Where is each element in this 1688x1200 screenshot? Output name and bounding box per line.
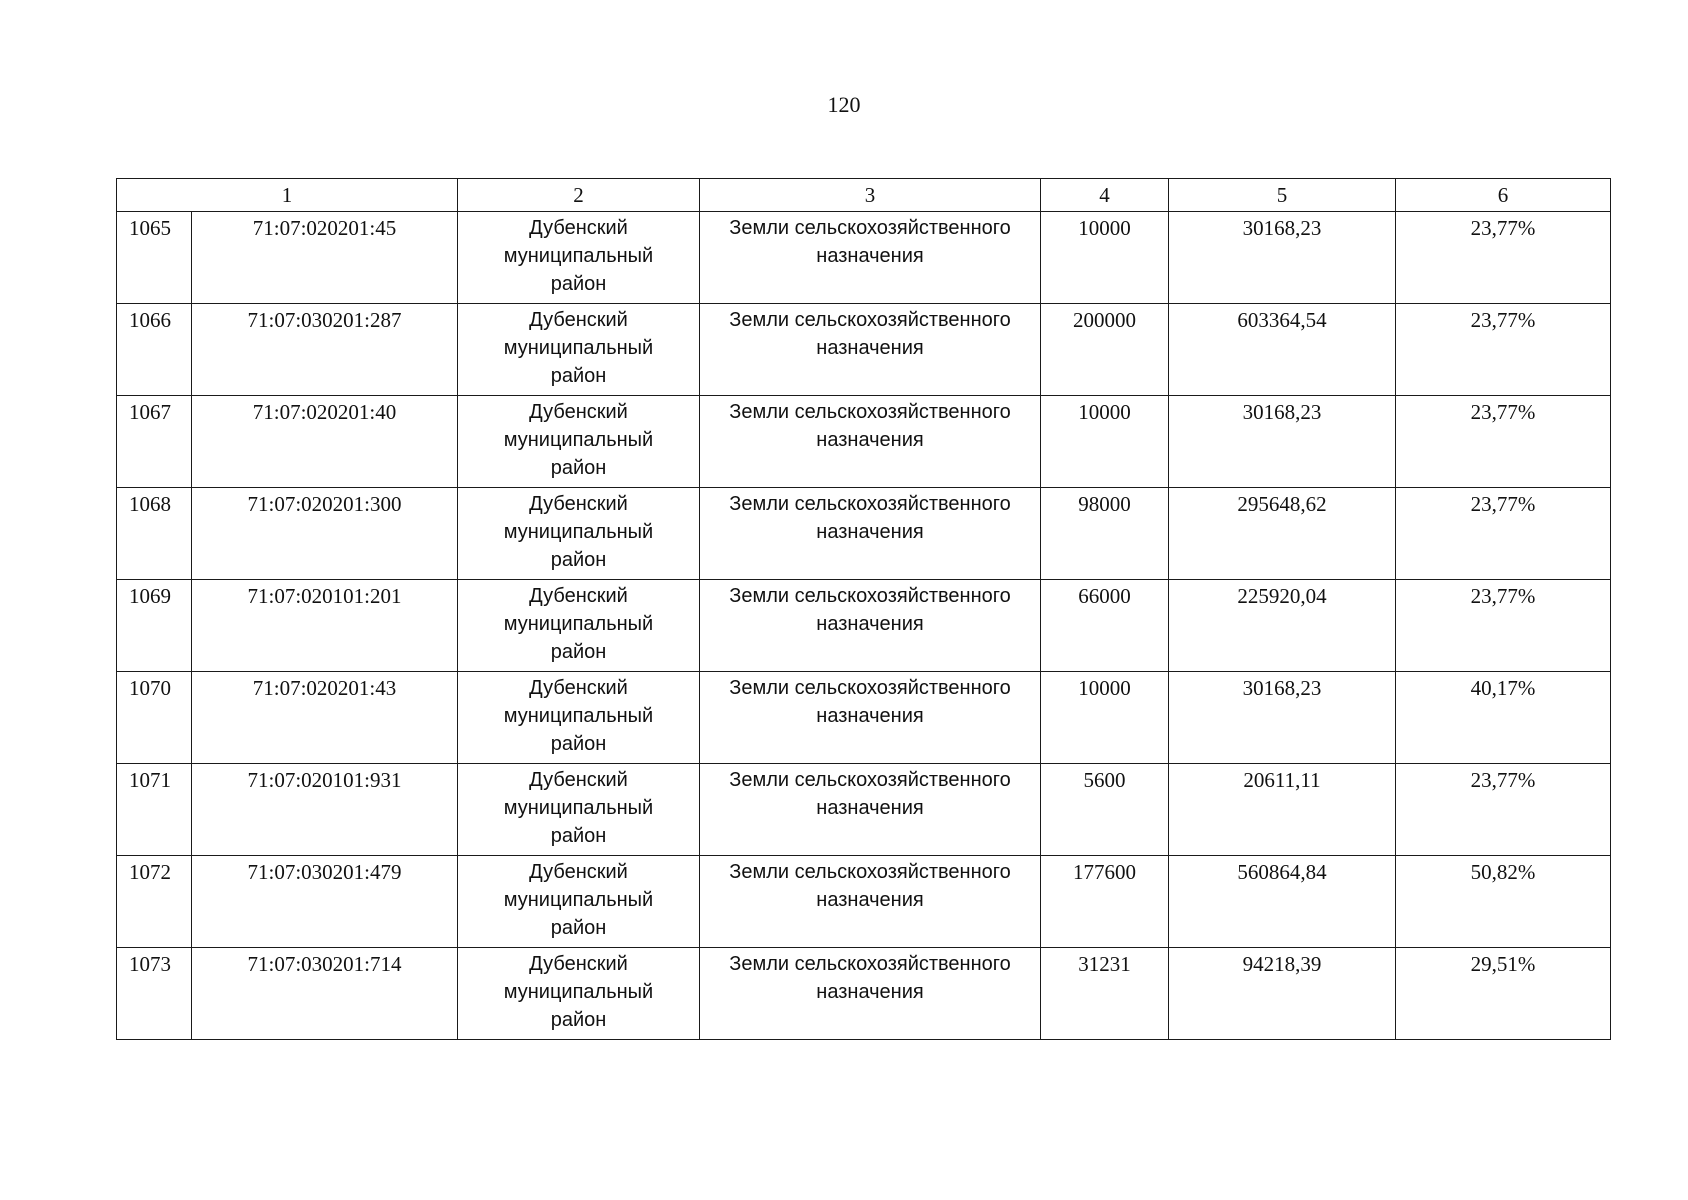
row-number-cell: 1069 bbox=[117, 580, 192, 672]
cadastral-value-cell: 603364,54 bbox=[1169, 304, 1396, 396]
area-cell: 177600 bbox=[1041, 856, 1169, 948]
land-category-cell-line: Земли сельскохозяйственного bbox=[729, 493, 1011, 515]
land-category-cell-line: назначения bbox=[816, 521, 924, 543]
table-row bbox=[117, 396, 1611, 488]
column-header-4: 4 bbox=[1041, 179, 1169, 212]
land-category-cell-line: назначения bbox=[816, 981, 924, 1003]
municipality-cell-line: Дубенский bbox=[529, 585, 628, 607]
area-cell: 200000 bbox=[1041, 304, 1169, 396]
municipality-cell-line: район bbox=[550, 273, 607, 295]
area-cell: 10000 bbox=[1041, 212, 1169, 304]
header-row bbox=[117, 179, 1611, 212]
municipality-cell-line: муниципальный bbox=[503, 613, 654, 635]
municipality-cell bbox=[458, 856, 700, 948]
municipality-cell-line: муниципальный bbox=[503, 889, 654, 911]
land-category-cell-line: Земли сельскохозяйственного bbox=[729, 769, 1011, 791]
municipality-cell bbox=[458, 580, 700, 672]
area-cell: 10000 bbox=[1041, 672, 1169, 764]
land-category-cell-line: назначения bbox=[816, 429, 924, 451]
municipality-cell-line: муниципальный bbox=[503, 981, 654, 1003]
cadastral-number-cell: 71:07:020201:40 bbox=[192, 396, 458, 488]
land-category-cell bbox=[700, 764, 1041, 856]
land-category-cell-line: назначения bbox=[816, 889, 924, 911]
column-header-6: 6 bbox=[1396, 179, 1611, 212]
percent-cell: 29,51% bbox=[1396, 948, 1611, 1040]
land-category-cell-line: назначения bbox=[816, 797, 924, 819]
row-number-cell: 1070 bbox=[117, 672, 192, 764]
cadastral-number-cell: 71:07:020101:931 bbox=[192, 764, 458, 856]
municipality-cell-line: муниципальный bbox=[503, 521, 654, 543]
municipality-cell-line: район bbox=[550, 917, 607, 939]
land-category-cell bbox=[700, 488, 1041, 580]
land-category-cell-line: Земли сельскохозяйственного bbox=[729, 861, 1011, 883]
land-category-cell-line: назначения bbox=[816, 613, 924, 635]
land-category-cell-line: Земли сельскохозяйственного bbox=[729, 585, 1011, 607]
municipality-cell-line: Дубенский bbox=[529, 677, 628, 699]
row-number-cell: 1066 bbox=[117, 304, 192, 396]
column-header-5: 5 bbox=[1169, 179, 1396, 212]
row-number-cell: 1072 bbox=[117, 856, 192, 948]
municipality-cell-line: район bbox=[550, 549, 607, 571]
municipality-cell bbox=[458, 304, 700, 396]
municipality-cell-line: Дубенский bbox=[529, 861, 628, 883]
municipality-cell-line: Дубенский bbox=[529, 953, 628, 975]
percent-cell: 23,77% bbox=[1396, 396, 1611, 488]
area-cell: 10000 bbox=[1041, 396, 1169, 488]
cadastral-number-cell: 71:07:020201:43 bbox=[192, 672, 458, 764]
land-category-cell-line: Земли сельскохозяйственного bbox=[729, 309, 1011, 331]
area-cell: 98000 bbox=[1041, 488, 1169, 580]
municipality-cell-line: район bbox=[550, 365, 607, 387]
cadastral-number-cell: 71:07:030201:479 bbox=[192, 856, 458, 948]
land-category-cell bbox=[700, 948, 1041, 1040]
municipality-cell-line: район bbox=[550, 825, 607, 847]
percent-cell: 23,77% bbox=[1396, 580, 1611, 672]
municipality-cell-line: район bbox=[550, 641, 607, 663]
table-row bbox=[117, 764, 1611, 856]
municipality-cell bbox=[458, 672, 700, 764]
percent-cell: 23,77% bbox=[1396, 304, 1611, 396]
cadastral-number-cell: 71:07:030201:287 bbox=[192, 304, 458, 396]
table-row bbox=[117, 304, 1611, 396]
area-cell: 5600 bbox=[1041, 764, 1169, 856]
row-number-cell: 1068 bbox=[117, 488, 192, 580]
percent-cell: 40,17% bbox=[1396, 672, 1611, 764]
cadastral-value-cell: 30168,23 bbox=[1169, 396, 1396, 488]
land-category-cell-line: Земли сельскохозяйственного bbox=[729, 217, 1011, 239]
land-category-cell bbox=[700, 856, 1041, 948]
cadastral-value-cell: 295648,62 bbox=[1169, 488, 1396, 580]
table-row bbox=[117, 580, 1611, 672]
municipality-cell-line: Дубенский bbox=[529, 769, 628, 791]
cadastral-value-cell: 94218,39 bbox=[1169, 948, 1396, 1040]
table-row bbox=[117, 212, 1611, 304]
municipality-cell-line: муниципальный bbox=[503, 797, 654, 819]
land-category-cell bbox=[700, 396, 1041, 488]
row-number-cell: 1065 bbox=[117, 212, 192, 304]
municipality-cell bbox=[458, 212, 700, 304]
land-category-cell bbox=[700, 580, 1041, 672]
column-header-2: 2 bbox=[458, 179, 700, 212]
row-number-cell: 1067 bbox=[117, 396, 192, 488]
municipality-cell-line: Дубенский bbox=[529, 493, 628, 515]
municipality-cell-line: район bbox=[550, 457, 607, 479]
municipality-cell-line: район bbox=[550, 733, 607, 755]
cadastral-value-cell: 30168,23 bbox=[1169, 212, 1396, 304]
land-category-cell bbox=[700, 672, 1041, 764]
municipality-cell bbox=[458, 764, 700, 856]
land-category-cell bbox=[700, 212, 1041, 304]
land-category-cell-line: Земли сельскохозяйственного bbox=[729, 677, 1011, 699]
land-category-cell-line: назначения bbox=[816, 245, 924, 267]
table-row bbox=[117, 488, 1611, 580]
cadastral-number-cell: 71:07:020201:300 bbox=[192, 488, 458, 580]
percent-cell: 50,82% bbox=[1396, 856, 1611, 948]
column-header-3: 3 bbox=[700, 179, 1041, 212]
municipality-cell-line: Дубенский bbox=[529, 309, 628, 331]
percent-cell: 23,77% bbox=[1396, 488, 1611, 580]
row-number-cell: 1071 bbox=[117, 764, 192, 856]
percent-cell: 23,77% bbox=[1396, 212, 1611, 304]
municipality-cell-line: муниципальный bbox=[503, 337, 654, 359]
municipality-cell-line: район bbox=[550, 1009, 607, 1031]
table-row bbox=[117, 672, 1611, 764]
municipality-cell bbox=[458, 396, 700, 488]
cadastral-number-cell: 71:07:020101:201 bbox=[192, 580, 458, 672]
land-plots-table bbox=[116, 178, 1611, 1040]
land-category-cell bbox=[700, 304, 1041, 396]
municipality-cell bbox=[458, 948, 700, 1040]
cadastral-value-cell: 20611,11 bbox=[1169, 764, 1396, 856]
area-cell: 66000 bbox=[1041, 580, 1169, 672]
municipality-cell bbox=[458, 488, 700, 580]
cadastral-value-cell: 30168,23 bbox=[1169, 672, 1396, 764]
municipality-cell-line: муниципальный bbox=[503, 429, 654, 451]
column-header-1: 1 bbox=[117, 179, 458, 212]
municipality-cell-line: Дубенский bbox=[529, 217, 628, 239]
municipality-cell-line: муниципальный bbox=[503, 705, 654, 727]
cadastral-number-cell: 71:07:030201:714 bbox=[192, 948, 458, 1040]
cadastral-value-cell: 225920,04 bbox=[1169, 580, 1396, 672]
page-number: 120 bbox=[827, 92, 861, 117]
land-category-cell-line: Земли сельскохозяйственного bbox=[729, 953, 1011, 975]
area-cell: 31231 bbox=[1041, 948, 1169, 1040]
percent-cell: 23,77% bbox=[1396, 764, 1611, 856]
municipality-cell-line: муниципальный bbox=[503, 245, 654, 267]
municipality-cell-line: Дубенский bbox=[529, 401, 628, 423]
land-category-cell-line: назначения bbox=[816, 337, 924, 359]
cadastral-number-cell: 71:07:020201:45 bbox=[192, 212, 458, 304]
table-row bbox=[117, 856, 1611, 948]
land-category-cell-line: назначения bbox=[816, 705, 924, 727]
table-row bbox=[117, 948, 1611, 1040]
cadastral-value-cell: 560864,84 bbox=[1169, 856, 1396, 948]
row-number-cell: 1073 bbox=[117, 948, 192, 1040]
land-category-cell-line: Земли сельскохозяйственного bbox=[729, 401, 1011, 423]
table-body bbox=[117, 212, 1611, 1040]
